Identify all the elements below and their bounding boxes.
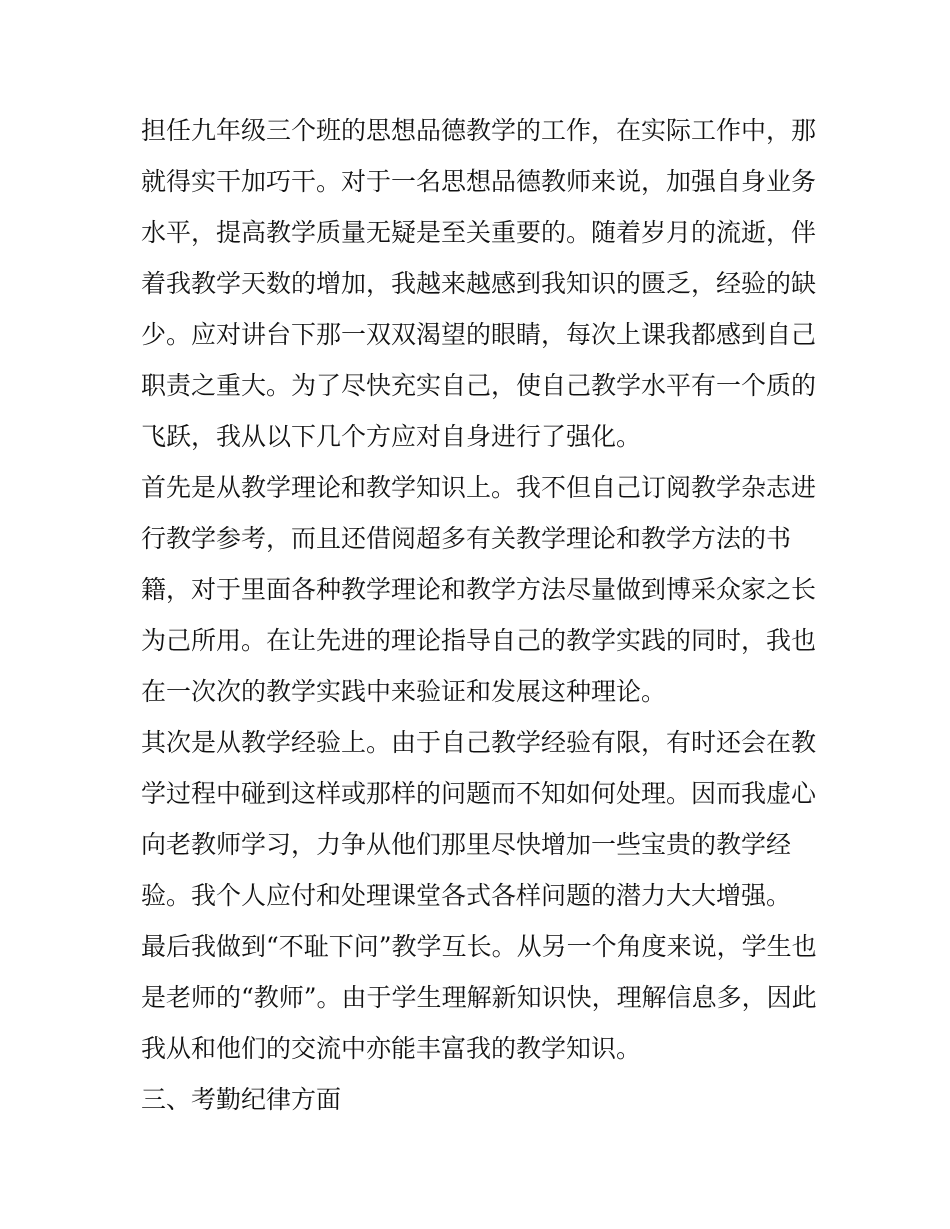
text-line: 学过程中碰到这样或那样的问题而不知如何处理。因而我虚心	[141, 779, 817, 808]
text-line: 着我教学天数的增加，我越来越感到我知识的匮乏，经验的缺	[141, 269, 817, 298]
text-line: 验。我个人应付和处理课堂各式各样问题的潜力大大增强。	[141, 881, 792, 910]
text-line: 为己所用。在让先进的理论指导自己的教学实践的同时，我也	[141, 626, 817, 655]
section-heading: 三、考勤纪律方面	[141, 1085, 342, 1114]
document-body	[141, 105, 821, 1125]
text-line: 就得实干加巧干。对于一名思想品德教师来说，加强自身业务	[141, 167, 817, 196]
text-line: 担任九年级三个班的思想品德教学的工作，在实际工作中，那	[141, 116, 817, 145]
text-line: 向老教师学习，力争从他们那里尽快增加一些宝贵的教学经	[141, 830, 792, 859]
text-line: 其次是从教学经验上。由于自己教学经验有限，有时还会在教	[141, 728, 817, 757]
text-line: 少。应对讲台下那一双双渴望的眼睛，每次上课我都感到自己	[141, 320, 817, 349]
text-line: 在一次次的教学实践中来验证和发展这种理论。	[141, 677, 667, 706]
text-line: 籍，对于里面各种教学理论和教学方法尽量做到博采众家之长	[141, 575, 817, 604]
text-line: 职责之重大。为了尽快充实自己，使自己教学水平有一个质的	[141, 371, 817, 400]
text-line: 是老师的“教师”。由于学生理解新知识快，理解信息多，因此	[141, 983, 817, 1012]
text-line: 首先是从教学理论和教学知识上。我不但自己订阅教学杂志进	[141, 473, 817, 502]
text-line: 飞跃，我从以下几个方应对自身进行了强化。	[141, 422, 642, 451]
text-line: 最后我做到“不耻下问”教学互长。从另一个角度来说，学生也	[141, 932, 817, 961]
text-line: 行教学参考，而且还借阅超多有关教学理论和教学方法的书	[141, 524, 792, 553]
text-line: 我从和他们的交流中亦能丰富我的教学知识。	[141, 1034, 642, 1063]
text-line: 水平，提高教学质量无疑是至关重要的。随着岁月的流逝，伴	[141, 218, 817, 247]
